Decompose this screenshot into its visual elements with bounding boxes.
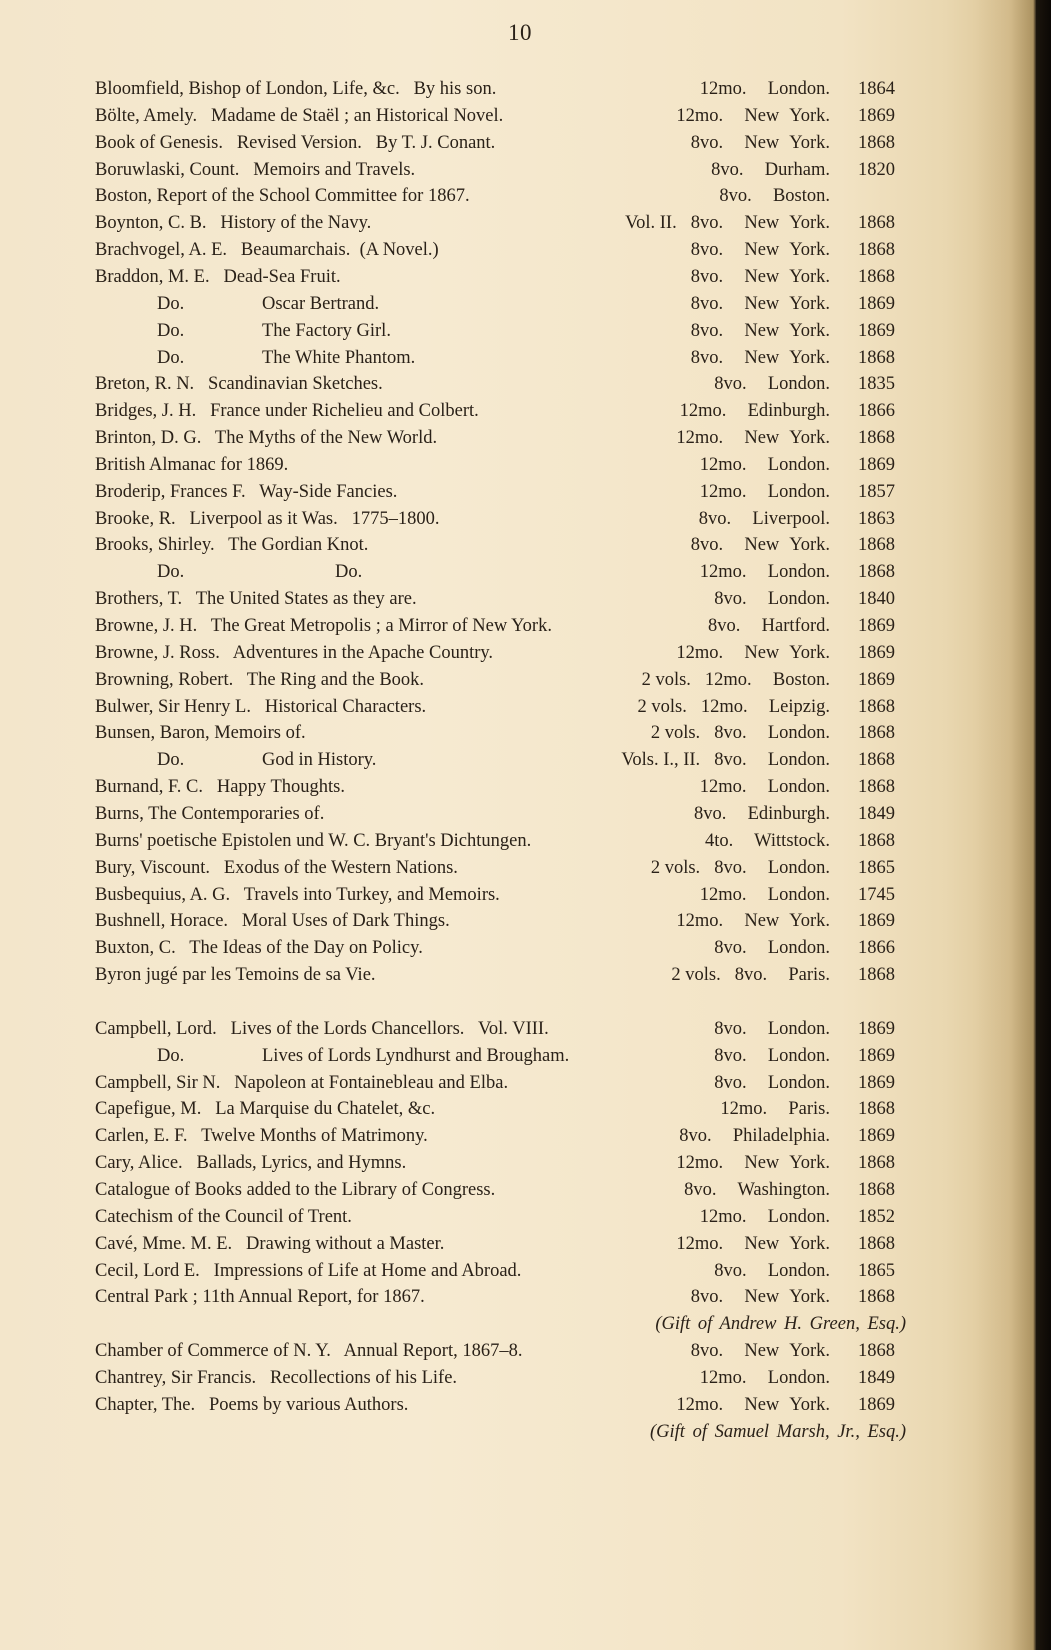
publication-info: 8vo. New York.: [690, 213, 830, 234]
publication-year: 1865: [858, 857, 895, 878]
catalog-entry: [0, 667, 1040, 694]
publication-year: 1868: [858, 1233, 895, 1254]
publication-year: 1866: [858, 401, 895, 422]
publication-year: 1868: [858, 777, 895, 798]
publication-year: 1869: [858, 320, 895, 341]
entry-title: Do.: [335, 562, 363, 583]
volume-info: 2 vols.: [650, 857, 701, 878]
entry-title: The White Phantom.: [262, 347, 416, 368]
publication-info: 8vo. London.: [714, 723, 830, 744]
catalog-entry: [0, 586, 1040, 613]
catalog-entry: [0, 1204, 1040, 1231]
catalog-entry: [0, 1070, 1040, 1097]
catalog-entry: [0, 1150, 1040, 1177]
catalog-entry: [0, 157, 1040, 184]
publication-info: 8vo. Hartford.: [708, 616, 830, 636]
entry-title: Boston, Report of the School Committee for 1867.: [95, 186, 470, 207]
entry-title: Browne, J. H. The Great Metropolis ; a Mirror of New York.: [95, 616, 552, 636]
publication-year: 1869: [858, 911, 895, 932]
entry-title: Bridges, J. H. France under Richelieu and Colbert.: [95, 401, 479, 422]
catalog-entry: [0, 855, 1040, 882]
publication-info: 8vo. New York.: [690, 1287, 830, 1308]
entry-title: Chamber of Commerce of N. Y. Annual Report, 1867–8.: [95, 1341, 523, 1362]
publication-year: 1868: [858, 240, 895, 261]
gift-note: (Gift of Andrew H. Green, Esq.): [655, 1314, 906, 1335]
catalog-entry: [0, 1096, 1040, 1123]
publication-year: 1868: [858, 213, 895, 234]
publication-year: 1868: [858, 347, 895, 368]
publication-year: 1868: [858, 562, 895, 583]
publication-year: 1852: [858, 1206, 895, 1227]
entry-title: British Almanac for 1869.: [95, 454, 289, 475]
entry-title: Lives of Lords Lyndhurst and Brougham.: [262, 1045, 570, 1066]
publication-info: 8vo. London.: [714, 374, 830, 395]
publication-year: 1868: [858, 132, 895, 153]
publication-year: 1869: [858, 293, 895, 314]
catalog-entry: [0, 1123, 1040, 1150]
entry-title: Buxton, C. The Ideas of the Day on Policy.: [95, 938, 423, 959]
catalog-entry: [0, 1284, 1040, 1311]
catalog-entry: [0, 613, 1040, 640]
publication-year: 1869: [858, 1045, 895, 1066]
publication-info: 8vo. Paris.: [734, 965, 830, 986]
entry-title: Chantrey, Sir Francis. Recollections of his Life.: [95, 1367, 458, 1388]
entry-title: Bunsen, Baron, Memoirs of.: [95, 723, 306, 744]
publication-year: 1857: [858, 481, 895, 502]
entry-title: Burnand, F. C. Happy Thoughts.: [95, 777, 345, 798]
publication-year: 1820: [858, 159, 895, 180]
catalog-entry: [0, 559, 1040, 586]
volume-info: 2 vols.: [671, 965, 721, 986]
publication-info: 12mo. London.: [699, 79, 830, 99]
publication-year: 1868: [858, 723, 895, 744]
catalog-entry: [0, 1043, 1040, 1070]
publication-year: 1869: [858, 1394, 895, 1415]
publication-info: 12mo. New York.: [676, 911, 830, 932]
entry-title: Catechism of the Council of Trent.: [95, 1206, 352, 1227]
entry-title: Boruwlaski, Count. Memoirs and Travels.: [95, 159, 416, 180]
catalog-entry: [0, 479, 1040, 506]
publication-info: 8vo. New York.: [690, 293, 830, 314]
entry-title: Campbell, Lord. Lives of the Lords Chancellors. Vol. VIII.: [95, 1018, 549, 1039]
publication-year: 1869: [858, 1126, 895, 1147]
entry-title: Bury, Viscount. Exodus of the Western Nations.: [95, 857, 458, 878]
entry-title: Central Park ; 11th Annual Report, for 1867.: [95, 1287, 425, 1308]
publication-year: 1863: [858, 508, 895, 529]
catalog-entry: [0, 237, 1040, 264]
publication-year: 1869: [858, 1018, 895, 1039]
entry-title: The Factory Girl.: [262, 320, 391, 341]
publication-info: 12mo. New York.: [676, 1233, 830, 1254]
publication-info: 12mo. London.: [699, 481, 830, 502]
catalog-entry: [0, 532, 1040, 559]
entry-title: Browning, Robert. The Ring and the Book.: [95, 669, 425, 690]
entry-title: Cecil, Lord E. Impressions of Life at Home and Abroad.: [95, 1260, 522, 1281]
publication-year: 1840: [858, 589, 895, 610]
entry-title: Catalogue of Books added to the Library of Congress.: [95, 1180, 496, 1200]
catalog-entry: [0, 908, 1040, 935]
volume-info: Vol. II.: [625, 213, 677, 234]
ditto-mark: Do.: [157, 750, 185, 771]
publication-year: 1868: [858, 830, 895, 851]
publication-info: 12mo. London.: [699, 454, 830, 475]
catalog-entry: [0, 774, 1040, 801]
publication-year: 1864: [858, 79, 895, 99]
publication-info: 12mo. New York.: [676, 105, 830, 126]
publication-year: 1868: [858, 965, 895, 986]
publication-info: 8vo. London.: [714, 1260, 830, 1281]
entry-title: God in History.: [262, 750, 377, 771]
publication-info: 12mo. London.: [699, 884, 830, 905]
publication-year: 1869: [858, 105, 895, 126]
catalog-entry: [0, 506, 1040, 533]
publication-info: 8vo. Washington.: [684, 1180, 830, 1200]
publication-info: 8vo. New York.: [690, 1341, 830, 1362]
catalog-entry: [0, 103, 1040, 130]
publication-info: 12mo. Boston.: [704, 669, 830, 690]
publication-info: 8vo. New York.: [690, 266, 830, 287]
entry-title: Bushnell, Horace. Moral Uses of Dark Things.: [95, 911, 450, 932]
catalog-entry: [0, 291, 1040, 318]
publication-year: 1835: [858, 374, 895, 395]
publication-year: 1868: [858, 750, 895, 771]
publication-year: 1868: [858, 1341, 895, 1362]
publication-year: 1869: [858, 1072, 895, 1093]
entry-title: Capefigue, M. La Marquise du Chatelet, &c.: [95, 1099, 436, 1120]
publication-info: 8vo. Liverpool.: [698, 508, 830, 529]
entry-title: Brooke, R. Liverpool as it Was. 1775–1800.: [95, 508, 440, 529]
entry-title: Brooks, Shirley. The Gordian Knot.: [95, 535, 369, 556]
catalog-entry: [0, 1365, 1040, 1392]
catalog-entry: [0, 1177, 1040, 1204]
page-number: 10: [508, 20, 532, 45]
catalog-entry: [0, 801, 1040, 828]
entry-title: Oscar Bertrand.: [262, 293, 380, 314]
publication-info: 8vo. London.: [714, 938, 830, 959]
publication-info: 12mo. New York.: [676, 1394, 830, 1415]
publication-year: 1868: [858, 696, 895, 717]
publication-year: 1868: [858, 1153, 895, 1174]
publication-info: 8vo. London.: [714, 1072, 830, 1093]
catalog-entry: [0, 882, 1040, 909]
publication-info: 8vo. London.: [714, 750, 830, 771]
catalog-entry: [0, 210, 1040, 237]
ditto-mark: Do.: [157, 1045, 185, 1066]
catalog-entry: [0, 398, 1040, 425]
catalog-entry: [0, 1392, 1040, 1419]
gift-note: (Gift of Samuel Marsh, Jr., Esq.): [650, 1421, 906, 1442]
catalog-entry: [0, 694, 1040, 721]
catalog-entry: [0, 1258, 1040, 1285]
publication-info: 8vo. New York.: [690, 347, 830, 368]
publication-year: 1869: [858, 454, 895, 475]
entry-title: Boynton, C. B. History of the Navy.: [95, 213, 372, 234]
publication-year: 1868: [858, 1287, 895, 1308]
publication-info: 8vo. New York.: [690, 240, 830, 261]
entry-title: Campbell, Sir N. Napoleon at Fontainebleau and Elba.: [95, 1072, 509, 1093]
publication-info: 12mo. London.: [699, 777, 830, 798]
entry-title: Bulwer, Sir Henry L. Historical Characters.: [95, 696, 427, 717]
entry-title: Bölte, Amely. Madame de Staël ; an Historical Novel.: [95, 105, 504, 126]
catalog-entry: [0, 345, 1040, 372]
catalog-entry: [0, 452, 1040, 479]
publication-year: 1868: [858, 266, 895, 287]
catalog-entry: [0, 130, 1040, 157]
catalog-entry: [0, 640, 1040, 667]
publication-info: 8vo. Philadelphia.: [679, 1126, 830, 1147]
publication-info: 8vo. London.: [714, 857, 830, 878]
publication-year: 1869: [858, 642, 895, 663]
entry-title: Brothers, T. The United States as they are.: [95, 589, 417, 610]
entry-title: Book of Genesis. Revised Version. By T. J. Conant.: [95, 132, 496, 153]
catalog-entry: [0, 1231, 1040, 1258]
publication-info: 8vo. New York.: [690, 132, 830, 153]
publication-info: 4to. Wittstock.: [705, 830, 830, 851]
catalog-entry: [0, 962, 1040, 989]
entry-title: Brachvogel, A. E. Beaumarchais. (A Novel.): [95, 240, 439, 261]
entry-title: Breton, R. N. Scandinavian Sketches.: [95, 374, 383, 395]
catalog-entry: [0, 1338, 1040, 1365]
publication-info: 12mo. Edinburgh.: [679, 401, 830, 422]
catalog-entry: [0, 318, 1040, 345]
publication-info: 12mo. New York.: [676, 642, 830, 663]
publication-year: 1868: [858, 535, 895, 556]
publication-info: 12mo. London.: [699, 1367, 830, 1388]
publication-info: 8vo. Durham.: [711, 159, 830, 180]
publication-year: 1745: [858, 884, 895, 905]
publication-year: 1868: [858, 1180, 895, 1200]
entry-title: Cary, Alice. Ballads, Lyrics, and Hymns.: [95, 1153, 407, 1174]
publication-year: 1868: [858, 1099, 895, 1120]
catalog-entry: [0, 720, 1040, 747]
catalog-entry: [0, 264, 1040, 291]
entry-title: Braddon, M. E. Dead-Sea Fruit.: [95, 266, 341, 287]
publication-year: 1866: [858, 938, 895, 959]
ditto-mark: Do.: [157, 562, 185, 583]
catalog-entry: [0, 183, 1040, 210]
publication-info: 12mo. New York.: [676, 1153, 830, 1174]
catalog-entry: [0, 1016, 1040, 1043]
publication-info: 8vo. New York.: [690, 535, 830, 556]
volume-info: 2 vols.: [637, 696, 687, 717]
publication-info: 8vo. London.: [714, 589, 830, 610]
publication-info: 8vo. Edinburgh.: [693, 803, 830, 824]
ditto-mark: Do.: [157, 347, 185, 368]
catalog-entry: [0, 425, 1040, 452]
volume-info: 2 vols.: [650, 723, 701, 744]
entry-title: Bloomfield, Bishop of London, Life, &c. By his son.: [95, 79, 497, 99]
volume-info: 2 vols.: [641, 669, 691, 690]
entry-title: Carlen, E. F. Twelve Months of Matrimony.: [95, 1126, 428, 1147]
entry-title: Busbequius, A. G. Travels into Turkey, and Memoirs.: [95, 884, 500, 905]
volume-info: Vols. I., II.: [621, 750, 701, 771]
publication-info: 12mo. New York.: [676, 428, 830, 449]
publication-info: 8vo. Boston.: [719, 186, 830, 207]
publication-year: 1849: [858, 803, 895, 824]
catalog-entry: [0, 935, 1040, 962]
entry-title: Byron jugé par les Temoins de sa Vie.: [95, 965, 376, 986]
entry-title: Burns' poetische Epistolen und W. C. Bryant's Dichtungen.: [95, 830, 532, 851]
publication-info: 8vo. London.: [714, 1018, 830, 1039]
publication-info: 12mo. London.: [699, 1206, 830, 1227]
entry-title: Burns, The Contemporaries of.: [95, 803, 325, 824]
catalog-entry: [0, 747, 1040, 774]
publication-year: 1869: [858, 616, 895, 636]
ditto-mark: Do.: [157, 293, 185, 314]
entry-title: Brinton, D. G. The Myths of the New World.: [95, 428, 438, 449]
publication-year: 1869: [858, 669, 895, 690]
publication-year: 1865: [858, 1260, 895, 1281]
publication-info: 12mo. Leipzig.: [700, 696, 830, 717]
entry-title: Chapter, The. Poems by various Authors.: [95, 1394, 409, 1415]
publication-info: 8vo. London.: [714, 1045, 830, 1066]
catalog-entry: [0, 828, 1040, 855]
publication-year: 1849: [858, 1367, 895, 1388]
ditto-mark: Do.: [157, 320, 185, 341]
publication-info: 8vo. New York.: [690, 320, 830, 341]
entry-title: Cavé, Mme. M. E. Drawing without a Master.: [95, 1233, 445, 1254]
entry-title: Browne, J. Ross. Adventures in the Apache Country.: [95, 642, 494, 663]
publication-info: 12mo. Paris.: [720, 1099, 830, 1120]
catalog-entry: [0, 371, 1040, 398]
catalog-entry: [0, 76, 1040, 103]
publication-year: 1868: [858, 428, 895, 449]
publication-info: 12mo. London.: [699, 562, 830, 583]
entry-title: Broderip, Frances F. Way-Side Fancies.: [95, 481, 398, 502]
